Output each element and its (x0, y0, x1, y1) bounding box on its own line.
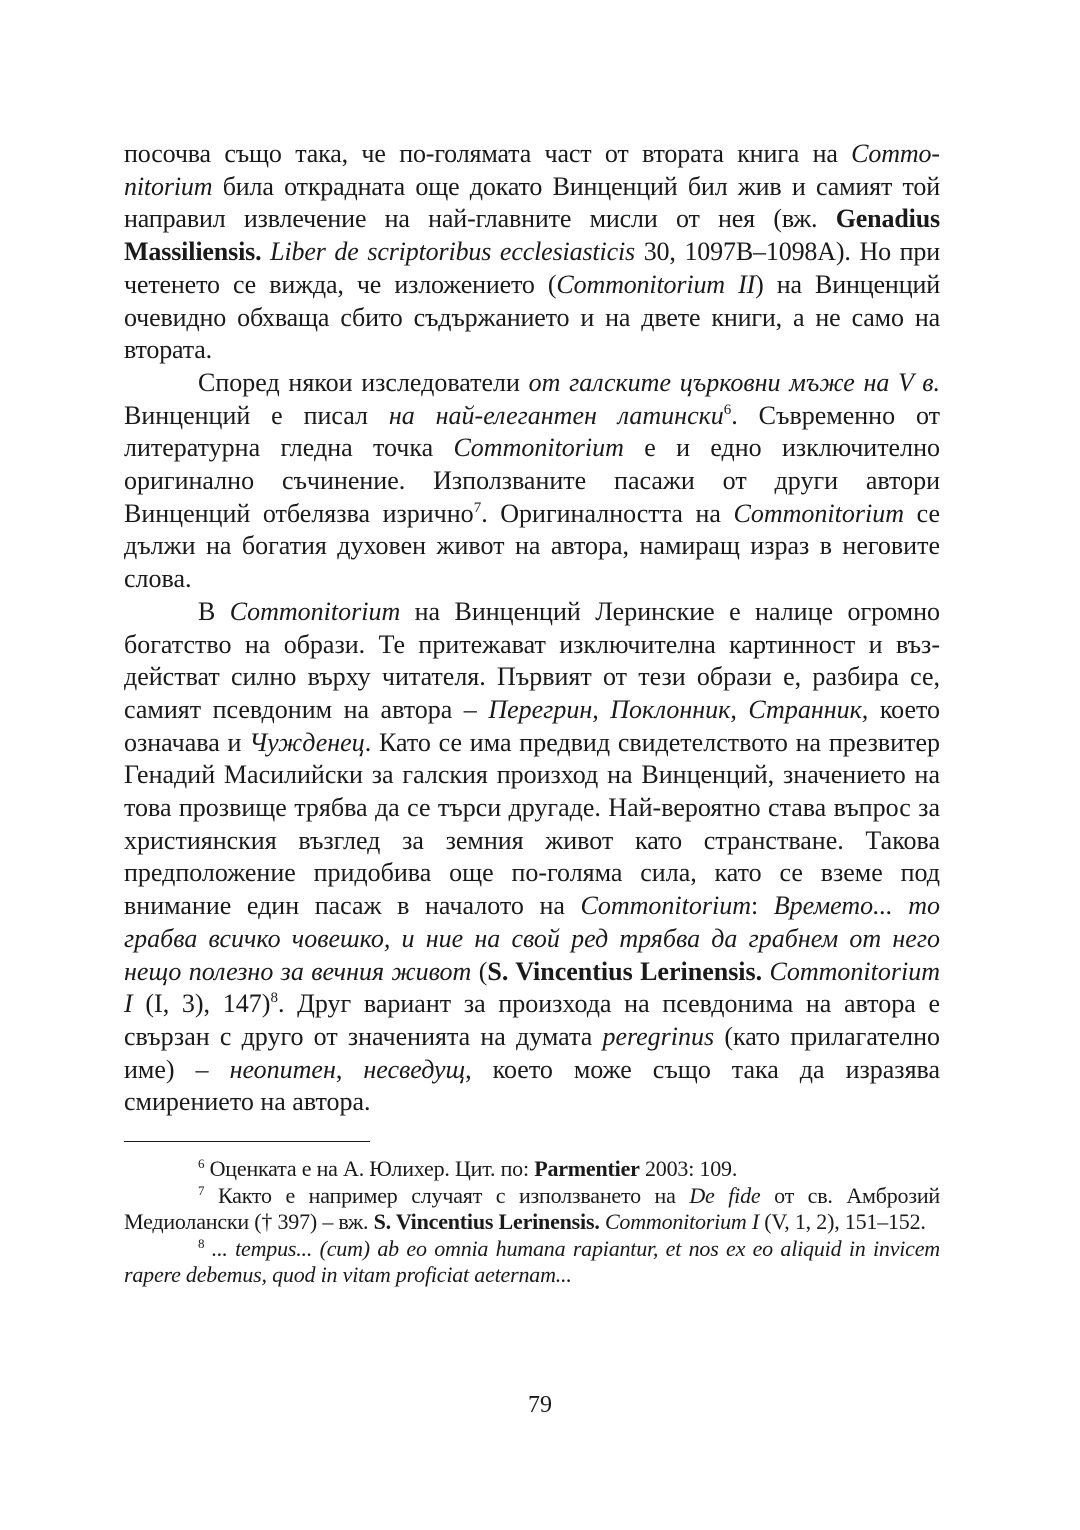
italic-term: несведущ (363, 1054, 466, 1084)
italic-term: Чужденец (249, 727, 365, 757)
footnote-number: 6 (198, 1156, 205, 1172)
text-run: . Друг вариант за произхода на псевдонима на автора е свързан с друго от значенията на думата (124, 989, 940, 1051)
text-run: била открадната още докато Винценций бил жив и самият той направил извлечение на най-главните мисли от нея (вж. (124, 171, 940, 234)
italic-quote: от галските църковни мъже на V в. (528, 367, 941, 397)
bold-author: Parmentier (534, 1156, 640, 1182)
footnote-6 (124, 1156, 940, 1183)
text-run: посочва също така, че по-голямата част от втората книга на (124, 139, 852, 168)
text-run: , което може също така да изразява смирението на автора. (124, 1054, 940, 1117)
text-run: Винценций е писал (124, 400, 389, 430)
text-run: което означава и (124, 694, 941, 757)
text-run: ) на Винценций очевидно обхваща сбито съдържанието и на двете книги, а не само на втората. (124, 269, 940, 365)
footnotes (124, 1156, 940, 1289)
paragraph-1 (124, 138, 940, 367)
main-text (124, 138, 940, 1119)
italic-title: Commonitorium I (124, 956, 940, 1019)
text-run (762, 957, 769, 986)
text-run: В (198, 596, 230, 626)
text-run: Оценката е на А. Юлихер. Цит. по: (204, 1156, 535, 1182)
italic-title: Commonitorium (733, 498, 904, 528)
italic-title: Commonitorium II (556, 269, 756, 299)
text-run (261, 237, 270, 266)
text-run: . Оригиналността на (481, 498, 734, 528)
italic-title: Commonitorium (453, 433, 624, 463)
italic-term: Перегрин, Поклонник, Странник, (488, 694, 869, 724)
text-run: Според някои изследователи (198, 367, 529, 397)
text-run: от св. Амброзий Медиолански († 397) – вж. (124, 1182, 940, 1235)
italic-quote: Времето... то грабва всичко човешко, и ние на свой ред трябва да грабнем от него нещо полезно за вечния живот (124, 891, 940, 986)
footnote-7 (124, 1183, 940, 1236)
text-run: (V, 1, 2), 151–152. (759, 1209, 926, 1235)
text-run: е и едно изключително оригинално съчинение. Използваните пасажи от други автори Винценций отбелязва изрично (124, 433, 940, 528)
italic-title: De fide (689, 1182, 761, 1208)
bold-author: S. Vincentius Lerinensis. (373, 1209, 600, 1235)
bold-author: Genadius Massiliensis. (124, 204, 940, 267)
paragraph-2 (124, 367, 940, 596)
italic-title: Commonitorium (580, 891, 751, 921)
text-run: се дължи на богатия духовен живот на автора, намиращ израз в неговите слова. (124, 498, 940, 594)
page-number: 79 (528, 1392, 552, 1418)
footnote-number: 8 (198, 1235, 205, 1251)
text-run: : (750, 891, 774, 921)
footnote-ref-7[interactable]: 7 (473, 499, 482, 516)
text-run: . Като се има предвид свидетелството на презвитер Генадий Масилийски за галския произход на Винценций, значението на това прозвище трябва да се търси другаде. Най-вероятно става въпрос за християнския възглед за земния живот като странстване. Такова предположение придобива още по-голяма сила, като се вземе под внимание един пасаж в началото на (124, 727, 940, 921)
text-run: на Винценций Леринскиe е налице огромно богатство на образи. Те притежават изключителна картинност и въздействат силно върху читателя. Първият от тези образи е, разбира се, самият псевдоним на автора – (124, 596, 940, 724)
italic-term: peregrinus (602, 1021, 715, 1051)
text-run: (I, 3), 147) (132, 989, 271, 1019)
text-run: , (335, 1054, 364, 1084)
text-run: ( (471, 956, 488, 986)
footnote-ref-8[interactable]: 8 (270, 990, 278, 1007)
text-run: Както е например случаят с използването на (204, 1182, 690, 1208)
footnote-divider (124, 1141, 370, 1142)
text-run: 2003: 109. (639, 1156, 738, 1182)
italic-term: неопитен (229, 1054, 336, 1084)
footnote-number: 7 (198, 1182, 205, 1198)
footnote-8 (124, 1236, 940, 1289)
text-run: (като прилагателно име) – (124, 1021, 940, 1084)
bold-author: S. Vincentius Lerinensis. (487, 956, 763, 986)
text-run: 30, 1097В–1098А). Но при четенето се вижда, че изложението ( (124, 237, 940, 299)
italic-title: Commonitorium (229, 596, 401, 626)
italic-title: Commonitorium (124, 139, 940, 201)
paragraph-3 (124, 596, 940, 1119)
italic-latin-quote: ... tempus... (cum) ab eo omnia humana rapiantur, et nos ex eo aliquid in invicem rapere debemus, quod in vitam proficiat aeternam... (124, 1235, 940, 1288)
italic-title: Liber de scriptoribus ecclesiasticis (270, 237, 636, 267)
book-page (124, 138, 940, 1289)
footnote-ref-6[interactable]: 6 (723, 401, 732, 418)
text-run: . Съвременно от литературна гледна точка (124, 400, 940, 463)
italic-title: Commonitorium I (604, 1209, 759, 1235)
italic-quote: на най-елегантен латински (388, 400, 724, 430)
